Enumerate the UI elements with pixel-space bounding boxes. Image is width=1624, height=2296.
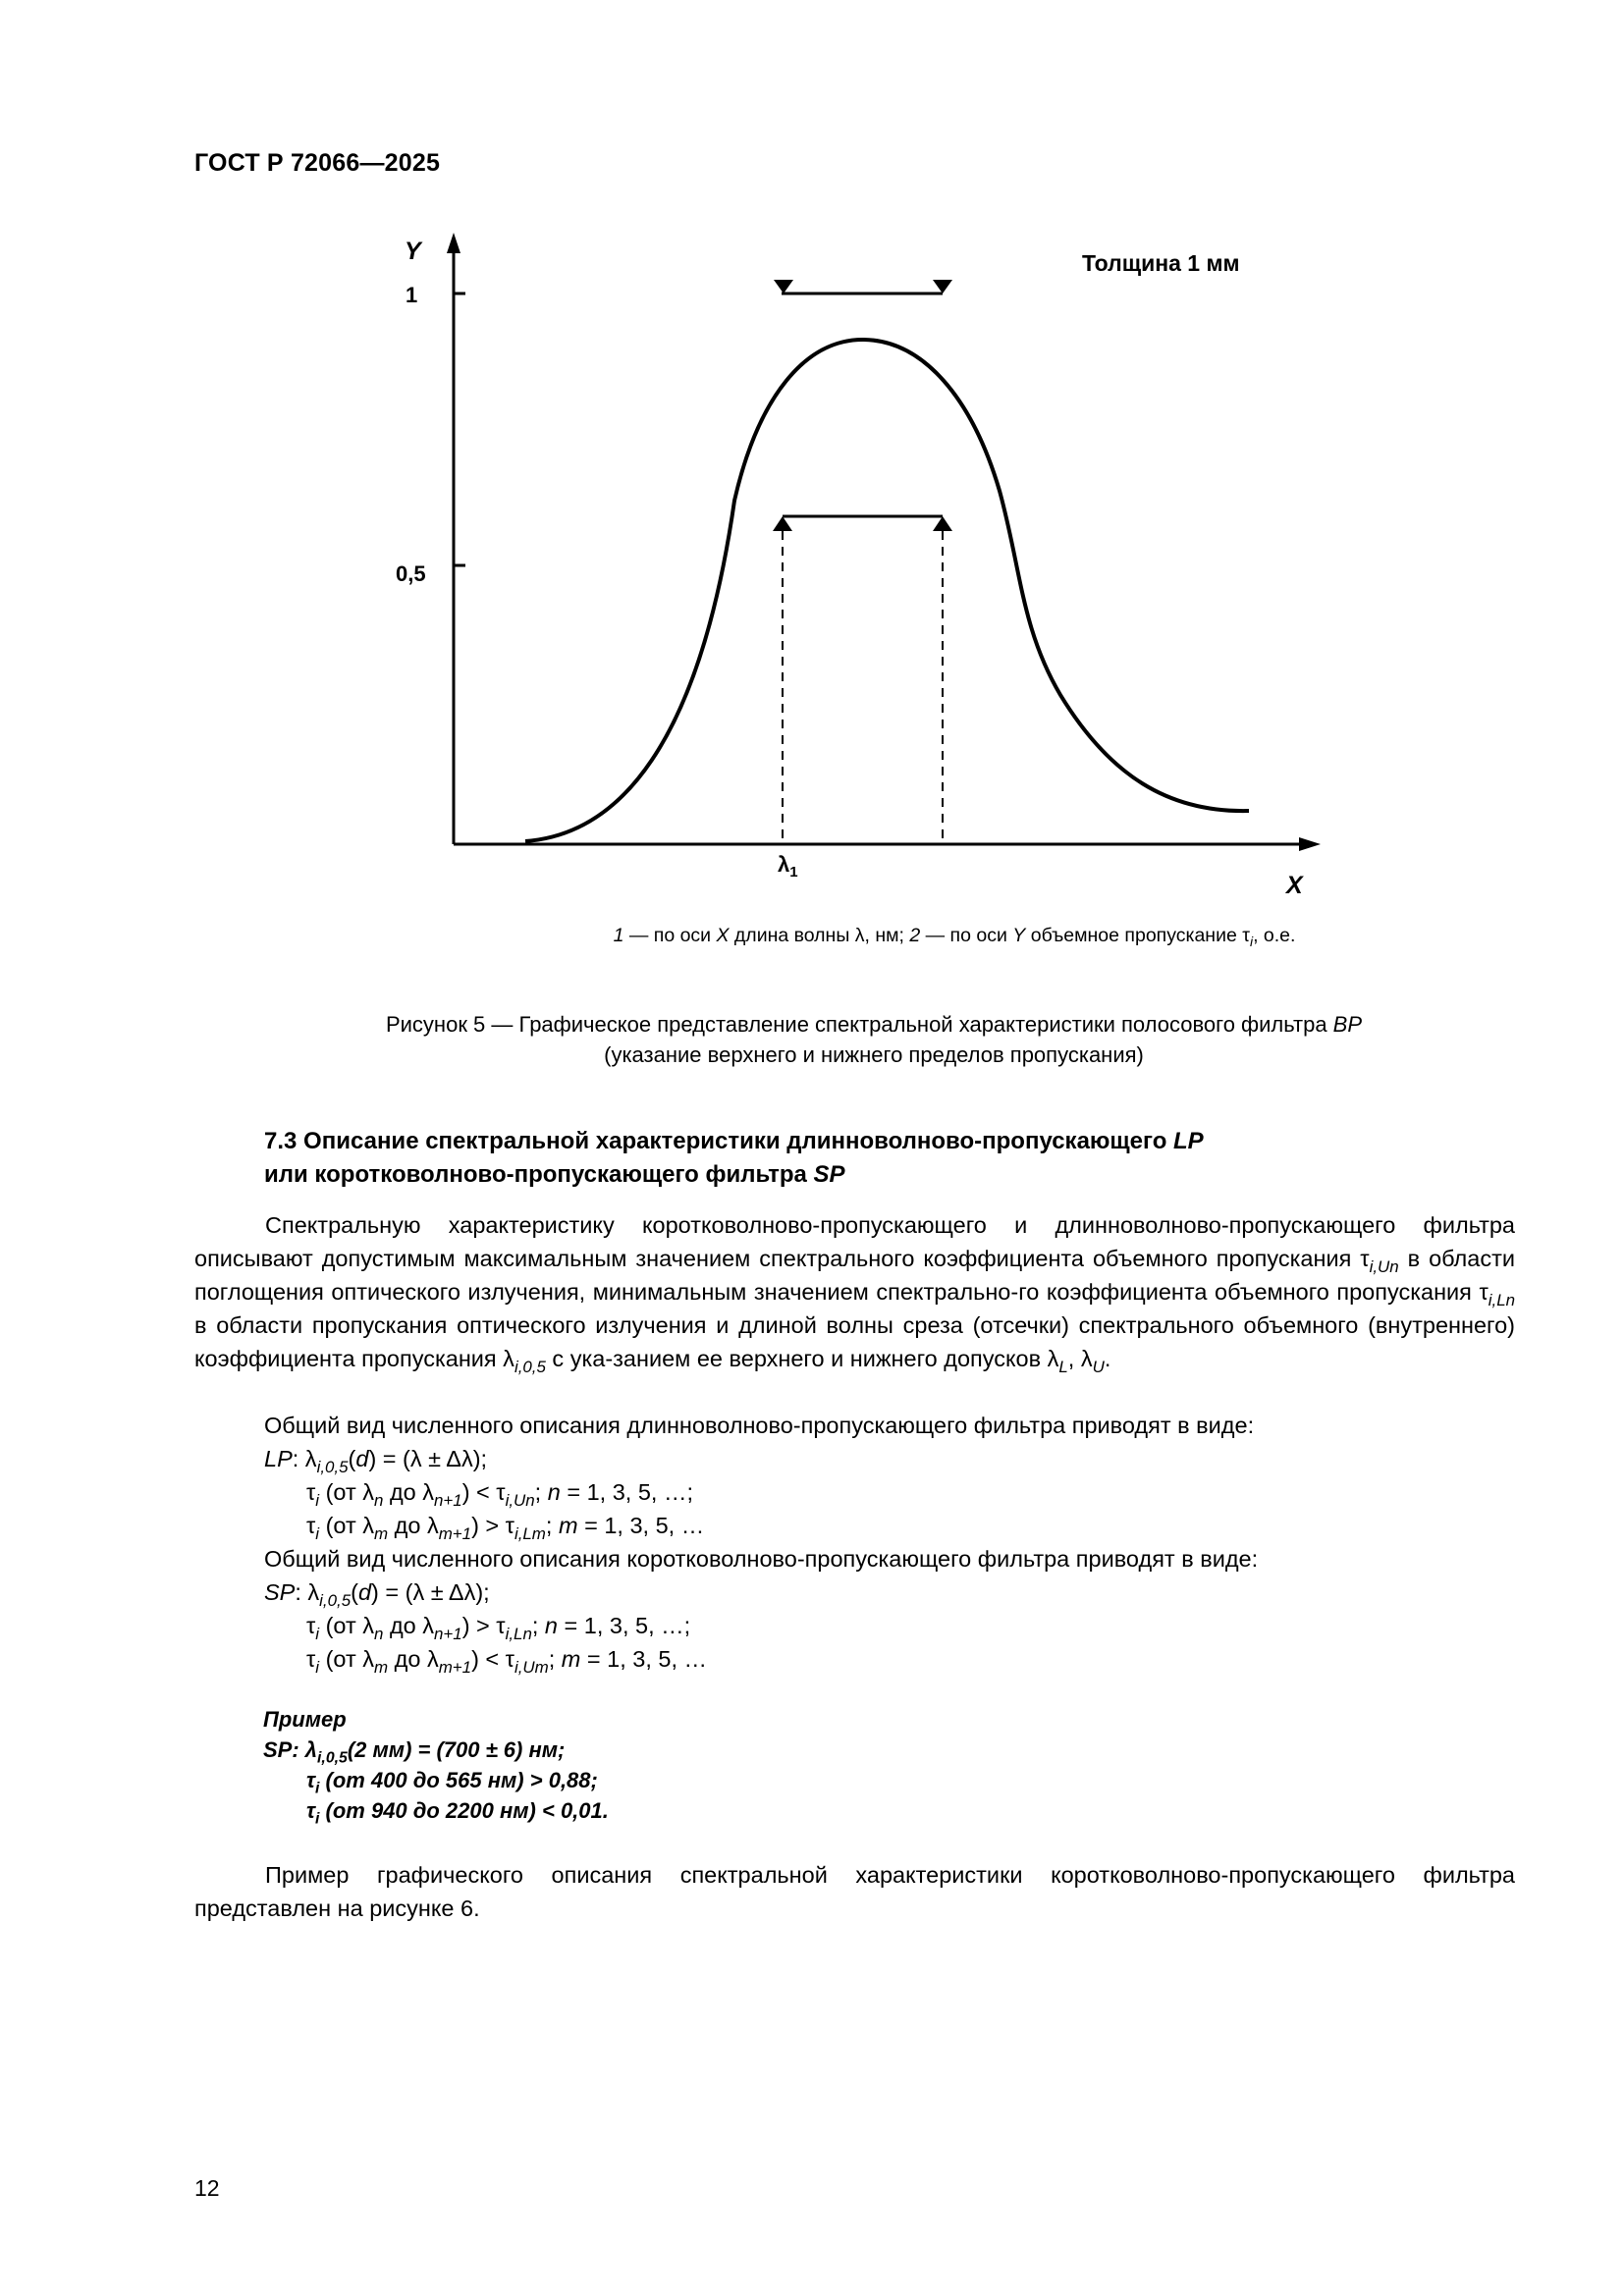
upper-limit-left-marker (774, 280, 793, 294)
x-axis-arrow (1299, 837, 1321, 851)
figure-5-chart (0, 0, 1624, 903)
sp-formula-3: $\tau_i$ (от $\lambda_m$ до $\lambda_{m+1}) < \tau_{i,Um}$; m = 1, 3, 5, … (306, 1646, 708, 1677)
heading-sp: SP (813, 1161, 845, 1188)
example-title: Пример (263, 1707, 347, 1732)
legend-num-2: 2 (909, 925, 921, 946)
paragraph-1: Спектральную характеристику коротковолново-пропускающего и длинноволново-пропускающего фильтра описывают допустимым максимальным значением спектрального коэффициента объемного пропускания $\tau_{i,Un}$ в области поглощения оптического излучения, минимальным значением спектрально-го коэффициента объемного пропускания $\tau_{i,Ln}$ в области пропускания оптического излучения и длиной волны среза (отсечки) спектрального объемного (внутреннего) коэффициента пропускания $\lambda_{i,0,5}$ с ука-занием ее верхнего и нижнего допусков $\lambda_L$, $\lambda_U$. (194, 1212, 1515, 1376)
document-header: ГОСТ Р 72066—2025 (194, 149, 441, 177)
lp-formula-1: LP: $\lambda_{i,0,5}(d) = (\lambda \pm \Delta\lambda)$; (264, 1446, 488, 1476)
y-axis-arrow (447, 233, 460, 253)
page-number: 12 (194, 2175, 220, 2201)
lp-intro: Общий вид численного описания длинноволново-пропускающего фильтра приводят в виде: (264, 1413, 1255, 1438)
legend-axis-y: Y (1012, 925, 1026, 946)
legend-num-1: 1 (613, 925, 624, 946)
caption-filter-code: BP (1332, 1012, 1363, 1037)
legend-text-3: — по оси (920, 925, 1013, 946)
heading-lp: LP (1173, 1128, 1204, 1154)
y-tick-05-label: 0,5 (396, 561, 426, 586)
sp-intro: Общий вид численного описания коротковолново-пропускающего фильтра приводят в виде: (264, 1546, 1259, 1572)
legend-text-4: объемное пропускание τ (1025, 925, 1250, 946)
figure-caption (236, 1009, 1512, 1070)
figure-legend (0, 925, 1624, 947)
paragraph-final: Пример графического описания спектральной характеристики коротковолново-пропускающего фильтра представлен на рисунке 6. (194, 1862, 1515, 1921)
heading-line2: или коротковолново-пропускающего фильтра (264, 1161, 814, 1188)
lower-limit-left-marker (773, 516, 792, 531)
caption-line2: (указание верхнего и нижнего пределов пропускания) (604, 1042, 1144, 1067)
legend-sub: i (1249, 933, 1254, 949)
x-axis-label: X (1286, 872, 1303, 899)
sp-formula-1: SP: $\lambda_{i,0,5}(d) = (\lambda \pm \Delta\lambda)$; (264, 1579, 490, 1610)
transmission-curve (525, 340, 1249, 841)
legend-text-1: — по оси (623, 925, 717, 946)
example-line-3: $\tau_i$ (от 940 до 2200 нм) < 0,01. (306, 1798, 609, 1828)
sp-formula-2: $\tau_i$ (от $\lambda_n$ до $\lambda_{n+1}) > \tau_{i,Ln}$; n = 1, 3, 5, …; (306, 1613, 691, 1643)
section-heading (264, 1125, 1204, 1192)
y-axis-label: Y (405, 238, 421, 265)
legend-text-5: , о.е. (1253, 925, 1296, 946)
example-line-1: SP: $\lambda_{i,0,5}(2$ мм) = (700 ± 6) нм; (263, 1737, 566, 1767)
upper-limit-right-marker (933, 280, 952, 294)
lp-formula-2: $\tau_i$ (от $\lambda_n$ до $\lambda_{n+1}) < \tau_{i,Un}$; n = 1, 3, 5, …; (306, 1479, 694, 1510)
legend-axis-x: X (716, 925, 730, 946)
lambda-marker: $\lambda_1$ (778, 852, 798, 881)
heading-line1: 7.3 Описание спектральной характеристики длинноволново-пропускающего (264, 1128, 1174, 1154)
caption-line1: Рисунок 5 — Графическое представление спектральной характеристики полосового фильтра (385, 1012, 1333, 1037)
lower-limit-right-marker (933, 516, 952, 531)
y-tick-1-label: 1 (406, 283, 418, 307)
legend-text-2: длина волны λ, нм; (729, 925, 910, 946)
lp-formula-3: $\tau_i$ (от $\lambda_m$ до $\lambda_{m+1}) > \tau_{i,Lm}$; m = 1, 3, 5, … (306, 1513, 705, 1543)
example-line-2: $\tau_i$ (от 400 до 565 нм) > 0,88; (306, 1768, 598, 1797)
thickness-annotation: Толщина 1 мм (1082, 250, 1240, 276)
